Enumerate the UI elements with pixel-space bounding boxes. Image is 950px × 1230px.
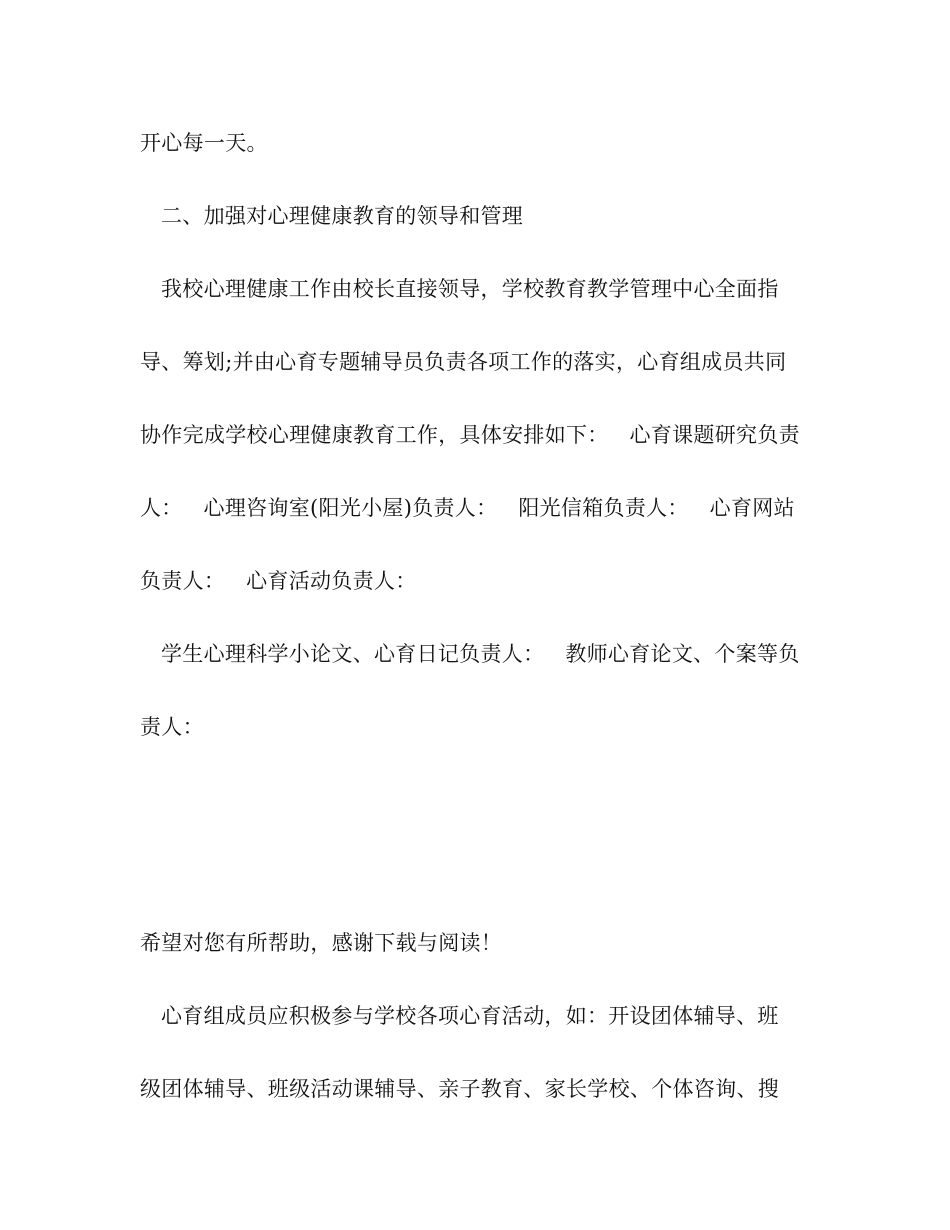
paragraph-line: 级团体辅导、班级活动课辅导、亲子教育、家长学校、个体咨询、搜 [140,1077,779,1101]
paragraph-line: 开心每一天。 [140,131,268,155]
paragraph-line: 导、筹划;并由心育专题辅导员负责各项工作的落实，心育组成员共同 [140,350,787,374]
closing-message: 希望对您有所帮助，感谢下载与阅读！ [140,931,503,955]
paragraph-line: 负责人： 心育活动负责人： [140,569,417,593]
paragraph-line: 人： 心理咨询室(阳光小屋)负责人： 阳光信箱负责人： 心育网站 [140,496,795,520]
section-heading: 二、加强对心理健康教育的领导和管理 [161,204,524,228]
paragraph-line: 心育组成员应积极参与学校各项心育活动，如：开设团体辅导、班 [161,1004,779,1028]
paragraph-line: 我校心理健康工作由校长直接领导，学校教育教学管理中心全面指 [161,277,779,301]
paragraph-line: 协作完成学校心理健康教育工作，具体安排如下： 心育课题研究负责 [140,423,800,447]
paragraph-line: 学生心理科学小论文、心育日记负责人： 教师心育论文、个案等负 [161,642,800,666]
paragraph-line: 责人： [140,715,204,739]
